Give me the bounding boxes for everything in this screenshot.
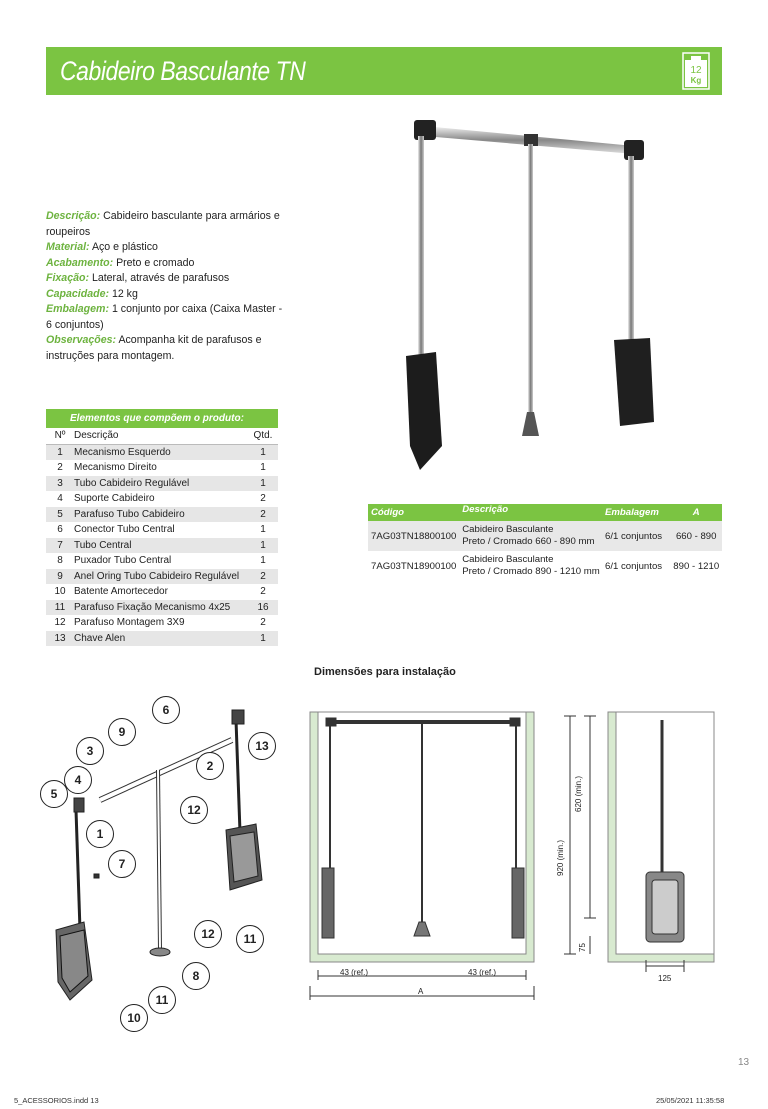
component-description: Suporte Cabideiro bbox=[74, 493, 155, 505]
component-description: Chave Alen bbox=[74, 631, 248, 647]
component-number: 4 bbox=[57, 493, 63, 505]
callout-10: 10 bbox=[120, 1004, 148, 1032]
component-description: Puxador Tubo Central bbox=[74, 555, 172, 567]
component-description: Parafuso Fixação Mecanismo 4x25 bbox=[74, 600, 248, 616]
callout-9: 9 bbox=[108, 718, 136, 746]
info-fixing: Fixação: Lateral, através de parafusos bbox=[46, 272, 230, 284]
product-pack: 6/1 conjuntos bbox=[605, 560, 663, 572]
dimensions-title: Dimensões para instalação bbox=[314, 666, 456, 678]
callout-1: 1 bbox=[86, 820, 114, 848]
component-description: Anel Oring Tubo Cabideiro Regulável bbox=[74, 569, 248, 585]
component-description: Mecanismo Esquerdo bbox=[74, 444, 248, 460]
weight-unit: Kg bbox=[690, 76, 702, 85]
component-number: 3 bbox=[46, 476, 74, 492]
product-info bbox=[46, 209, 286, 364]
info-notes: Observações: Acompanha kit de parafusos e instruções para montagem. bbox=[46, 334, 262, 362]
component-quantity: 2 bbox=[260, 493, 266, 505]
dim-height-620: 620 (min.) bbox=[574, 775, 583, 812]
callout-12b: 12 bbox=[194, 920, 222, 948]
product-code: 7AG03TN18900100 bbox=[371, 560, 457, 572]
footer-file: 5_ACESSORIOS.indd 13 bbox=[14, 1096, 99, 1105]
callout-7: 7 bbox=[108, 850, 136, 878]
component-quantity: 1 bbox=[260, 462, 266, 474]
component-description: Parafuso Montagem 3X9 bbox=[74, 617, 185, 629]
dim-height-920: 920 (min.) bbox=[556, 839, 565, 876]
component-row bbox=[46, 569, 278, 585]
component-quantity: 2 bbox=[260, 586, 266, 598]
info-capacity: Capacidade: 12 kg bbox=[46, 287, 138, 300]
component-quantity: 2 bbox=[260, 617, 266, 629]
component-description: Batente Amortecedor bbox=[74, 586, 168, 598]
component-quantity: 2 bbox=[248, 507, 278, 523]
component-number: 8 bbox=[57, 555, 63, 567]
col-a: A bbox=[692, 507, 700, 518]
product-photo bbox=[396, 116, 666, 476]
product-a: 890 - 1210 bbox=[673, 560, 720, 572]
product-row bbox=[368, 551, 722, 581]
side-installation-drawing bbox=[552, 708, 724, 998]
callout-6: 6 bbox=[152, 696, 180, 724]
col-code: Código bbox=[371, 507, 405, 518]
product-desc: Cabideiro Basculante bbox=[462, 554, 554, 565]
component-row bbox=[46, 615, 278, 631]
weight-capacity-icon bbox=[682, 52, 710, 90]
weight-value: 12 bbox=[690, 65, 702, 76]
component-quantity: 1 bbox=[260, 555, 266, 567]
component-number: 13 bbox=[46, 631, 74, 647]
dim-bottom-75: 75 bbox=[578, 943, 587, 952]
col-quantity: Qtd. bbox=[248, 428, 278, 444]
component-description: Conector Tubo Central bbox=[74, 524, 175, 536]
component-row bbox=[46, 476, 278, 492]
dim-width-a: A bbox=[418, 987, 424, 996]
callout-5: 5 bbox=[40, 780, 68, 808]
products-header bbox=[368, 504, 722, 521]
product-row bbox=[368, 521, 722, 551]
dim-depth-125: 125 bbox=[658, 974, 672, 983]
component-row bbox=[46, 584, 278, 600]
col-description: Descrição bbox=[74, 428, 248, 444]
product-pack: 6/1 conjuntos bbox=[605, 530, 663, 542]
component-description: Tubo Central bbox=[74, 538, 248, 554]
component-number: 11 bbox=[46, 600, 74, 616]
component-row bbox=[46, 631, 278, 647]
component-row bbox=[46, 507, 278, 523]
product-code: 7AG03TN18800100 bbox=[371, 530, 457, 542]
callout-11b: 11 bbox=[148, 986, 176, 1014]
page-title: Cabideiro Basculante TN bbox=[60, 56, 306, 86]
col-desc: Descrição bbox=[462, 504, 509, 515]
product-desc-detail: Preto / Cromado 890 - 1210 mm bbox=[462, 566, 600, 577]
info-packaging: Embalagem: 1 conjunto por caixa (Caixa Master - 6 conjuntos) bbox=[46, 303, 283, 331]
component-row bbox=[46, 553, 278, 569]
component-description: Parafuso Tubo Cabideiro bbox=[74, 507, 248, 523]
callout-12a: 12 bbox=[180, 796, 208, 824]
component-number: 1 bbox=[46, 444, 74, 460]
component-description: Mecanismo Direito bbox=[74, 462, 157, 474]
callout-2: 2 bbox=[196, 752, 224, 780]
component-quantity: 1 bbox=[248, 631, 278, 647]
footer-timestamp: 25/05/2021 11:35:58 bbox=[656, 1096, 725, 1105]
component-row bbox=[46, 444, 278, 460]
product-desc: Cabideiro Basculante bbox=[462, 524, 554, 535]
dim-ref-left: 43 (ref.) bbox=[340, 968, 369, 977]
component-number: 7 bbox=[46, 538, 74, 554]
component-row bbox=[46, 460, 278, 476]
callout-3: 3 bbox=[76, 737, 104, 765]
callout-11a: 11 bbox=[236, 925, 264, 953]
component-row bbox=[46, 600, 278, 616]
info-finish: Acabamento: Preto e cromado bbox=[46, 256, 195, 269]
components-caption: Elementos que compõem o produto: bbox=[46, 409, 278, 428]
component-row bbox=[46, 538, 278, 554]
callout-13: 13 bbox=[248, 732, 276, 760]
component-number: 10 bbox=[54, 586, 66, 598]
col-number: Nº bbox=[46, 428, 74, 444]
info-material: Material: Aço e plástico bbox=[46, 241, 158, 253]
component-number: 9 bbox=[46, 569, 74, 585]
component-quantity: 1 bbox=[260, 524, 266, 536]
component-row bbox=[46, 522, 278, 538]
component-number: 12 bbox=[54, 617, 66, 629]
col-pack: Embalagem bbox=[605, 507, 659, 518]
dim-ref-right: 43 (ref.) bbox=[468, 968, 497, 977]
component-quantity: 16 bbox=[248, 600, 278, 616]
component-description: Tubo Cabideiro Regulável bbox=[74, 476, 248, 492]
component-quantity: 1 bbox=[248, 538, 278, 554]
info-description: Descrição: Cabideiro basculante para armários e roupeiros bbox=[46, 210, 280, 238]
product-desc-detail: Preto / Cromado 660 - 890 mm bbox=[462, 536, 595, 547]
page-number: 13 bbox=[738, 1057, 750, 1068]
component-quantity: 1 bbox=[248, 444, 278, 460]
component-number: 6 bbox=[57, 524, 63, 536]
component-quantity: 1 bbox=[248, 476, 278, 492]
product-a: 660 - 890 bbox=[675, 530, 717, 542]
callout-8: 8 bbox=[182, 962, 210, 990]
component-row bbox=[46, 491, 278, 507]
callout-4: 4 bbox=[64, 766, 92, 794]
component-quantity: 2 bbox=[248, 569, 278, 585]
component-number: 2 bbox=[57, 462, 63, 474]
component-number: 5 bbox=[46, 507, 74, 523]
components-table bbox=[46, 409, 278, 646]
header-bar bbox=[46, 47, 722, 95]
products-table bbox=[368, 504, 722, 581]
front-installation-drawing bbox=[306, 708, 546, 1008]
